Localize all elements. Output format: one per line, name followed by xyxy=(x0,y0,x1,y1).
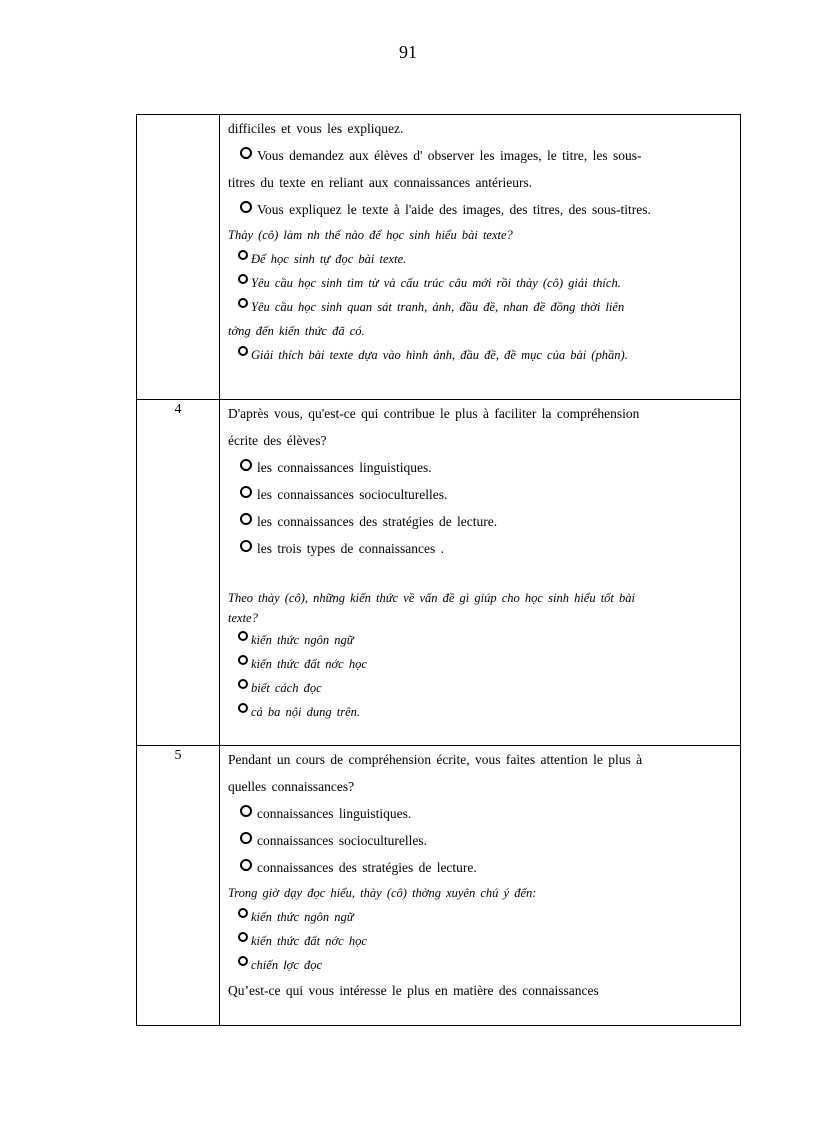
answer-option xyxy=(228,800,733,827)
line-text: Thày (cô) làm nh thế nào để học sinh hiểu bài texte? xyxy=(228,228,513,242)
line-text: Yêu cầu học sinh tìm từ và cấu trúc câu mới rồi thày (cô) giải thích. xyxy=(251,276,621,290)
question-text xyxy=(228,773,733,800)
circle-bullet-icon xyxy=(240,513,252,525)
question-number: 5 xyxy=(137,746,220,1026)
answer-option xyxy=(228,508,733,535)
circle-bullet-icon xyxy=(238,956,248,966)
answer-option xyxy=(228,905,733,929)
line-text: Yêu cầu học sinh quan sát tranh, ảnh, đầu đề, nhan đề đồng thời liên xyxy=(251,300,625,314)
line-text: titres du texte en reliant aux connaissances antérieurs. xyxy=(228,175,533,190)
vietnamese-question-text xyxy=(228,881,733,905)
line-text: kiến thức ngôn ngữ xyxy=(251,633,354,647)
question-number xyxy=(137,115,220,400)
line-text: cả ba nội dung trên. xyxy=(251,705,361,719)
answer-option xyxy=(228,295,733,319)
circle-bullet-icon xyxy=(240,540,252,552)
answer-option xyxy=(228,700,733,724)
question-text xyxy=(228,169,733,196)
page-number: 91 xyxy=(399,42,417,62)
vietnamese-question-text xyxy=(228,588,733,608)
line-text: les connaissances des stratégies de lecture. xyxy=(257,514,498,529)
question-number: 4 xyxy=(137,400,220,746)
question-content xyxy=(220,115,741,400)
circle-bullet-icon xyxy=(238,908,248,918)
line-text: Vous demandez aux élèves d' observer les images, le titre, les sous- xyxy=(257,148,642,163)
question-content xyxy=(220,746,741,1026)
circle-bullet-icon xyxy=(238,703,248,713)
circle-bullet-icon xyxy=(238,346,248,356)
line-text: Trong giờ dạy đọc hiểu, thày (cô) thờng xuyên chú ý đến: xyxy=(228,886,537,900)
vietnamese-question-text xyxy=(228,223,733,247)
line-text: quelles connaissances? xyxy=(228,779,355,794)
circle-bullet-icon xyxy=(240,201,252,213)
line-text: difficiles et vous les expliquez. xyxy=(228,121,404,136)
circle-bullet-icon xyxy=(238,679,248,689)
circle-bullet-icon xyxy=(240,147,252,159)
line-text: biết cách đọc xyxy=(251,681,322,695)
answer-option xyxy=(228,535,733,562)
line-text: Qu’est-ce qui vous intéresse le plus en matière des connaissances xyxy=(228,983,599,998)
table-row xyxy=(137,400,741,746)
line-text: connaissances socioculturelles. xyxy=(257,833,427,848)
circle-bullet-icon xyxy=(238,250,248,260)
question-text xyxy=(228,746,733,773)
circle-bullet-icon xyxy=(240,832,252,844)
circle-bullet-icon xyxy=(240,486,252,498)
answer-option xyxy=(228,929,733,953)
line-text: D'après vous, qu'est-ce qui contribue le plus à faciliter la compréhension xyxy=(228,406,640,421)
answer-option xyxy=(228,953,733,977)
answer-option xyxy=(228,628,733,652)
line-text: kiến thức đất nớc học xyxy=(251,934,367,948)
question-text xyxy=(228,427,733,454)
answer-option xyxy=(228,247,733,271)
line-text: tởng đến kiến thức đã có. xyxy=(228,324,365,338)
circle-bullet-icon xyxy=(238,274,248,284)
line-text: les connaissances linguistiques. xyxy=(257,460,432,475)
line-text: écrite des élèves? xyxy=(228,433,327,448)
vietnamese-question-text xyxy=(228,319,733,343)
circle-bullet-icon xyxy=(240,459,252,471)
line-text: Để học sinh tự đọc bài texte. xyxy=(251,252,407,266)
circle-bullet-icon xyxy=(238,631,248,641)
circle-bullet-icon xyxy=(238,932,248,942)
question-content xyxy=(220,400,741,746)
line-text: les connaissances socioculturelles. xyxy=(257,487,448,502)
circle-bullet-icon xyxy=(238,655,248,665)
question-text xyxy=(228,977,733,1004)
vietnamese-question-text xyxy=(228,608,733,628)
line-text: connaissances linguistiques. xyxy=(257,806,412,821)
answer-option xyxy=(228,854,733,881)
answer-option xyxy=(228,142,733,169)
circle-bullet-icon xyxy=(238,298,248,308)
answer-option xyxy=(228,343,733,367)
question-text xyxy=(228,400,733,427)
question-text xyxy=(228,115,733,142)
line-text: Pendant un cours de compréhension écrite, vous faites attention le plus à xyxy=(228,752,643,767)
table-row xyxy=(137,746,741,1026)
line-text: kiến thức đất nớc học xyxy=(251,657,367,671)
table-row xyxy=(137,115,741,400)
answer-option xyxy=(228,676,733,700)
questionnaire-table xyxy=(136,114,741,1026)
line-text: Theo thày (cô), những kiến thức về vấn đề gì giúp cho học sinh hiểu tốt bài xyxy=(228,591,636,605)
answer-option xyxy=(228,827,733,854)
line-text: texte? xyxy=(228,611,258,625)
circle-bullet-icon xyxy=(240,859,252,871)
answer-option xyxy=(228,196,733,223)
line-text: Vous expliquez le texte à l'aide des images, des titres, des sous-titres. xyxy=(257,202,651,217)
answer-option xyxy=(228,454,733,481)
line-text: connaissances des stratégies de lecture. xyxy=(257,860,477,875)
line-text: les trois types de connaissances . xyxy=(257,541,444,556)
circle-bullet-icon xyxy=(240,805,252,817)
line-text: Giải thích bài texte dựa vào hình ảnh, đầu đề, đề mục của bài (phần). xyxy=(251,348,628,362)
answer-option xyxy=(228,652,733,676)
line-text: chiến lợc đọc xyxy=(251,958,323,972)
blank-line xyxy=(228,562,733,588)
answer-option xyxy=(228,271,733,295)
line-text: kiến thức ngôn ngữ xyxy=(251,910,354,924)
answer-option xyxy=(228,481,733,508)
